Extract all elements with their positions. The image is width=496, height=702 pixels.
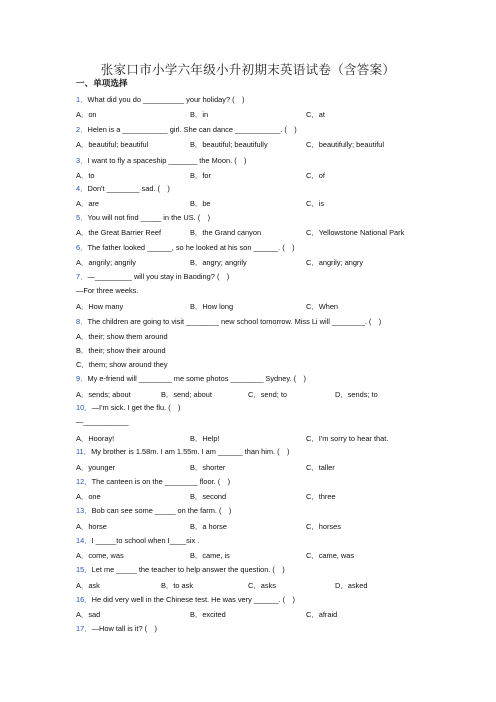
question-1-option-b[interactable]: B．in	[190, 110, 209, 119]
question-11-option-b[interactable]: B．shorter	[190, 463, 226, 472]
question-7-option-c[interactable]: C．When	[306, 302, 339, 311]
question-7	[76, 271, 229, 282]
question-14	[76, 535, 199, 546]
question-text: Don't ________ sad. ( )	[87, 184, 170, 193]
question-16-option-b[interactable]: B．excited	[190, 610, 226, 619]
question-number: 16．	[76, 595, 92, 604]
question-text: The father looked ______, so he looked at his son ______. ( )	[87, 243, 295, 252]
question-text: —_________ will you stay in Baoding? ( )	[87, 272, 230, 281]
question-6-option-b[interactable]: B．angry; angrily	[190, 258, 247, 267]
question-7-option-a[interactable]: A．How many	[76, 302, 124, 311]
question-14-option-b[interactable]: B．came, is	[190, 551, 230, 560]
question-9-option-b[interactable]: B．send; about	[161, 390, 212, 399]
question-number: 2．	[76, 125, 88, 134]
question-number: 3．	[76, 156, 88, 165]
question-11	[76, 446, 289, 457]
question-3-option-c[interactable]: C．of	[306, 171, 325, 180]
question-8-option-c[interactable]: C．them; show around they	[76, 360, 168, 369]
question-number: 13．	[76, 506, 92, 515]
question-15-option-c[interactable]: C．asks	[248, 581, 276, 590]
question-2-option-c[interactable]: C．beautifully; beautiful	[306, 140, 385, 149]
question-10-option-b[interactable]: B．Help!	[190, 434, 220, 443]
question-3-option-b[interactable]: B．for	[190, 171, 211, 180]
question-14-option-a[interactable]: A．come, was	[76, 551, 124, 560]
question-12-option-b[interactable]: B．second	[190, 492, 227, 501]
question-6-option-c[interactable]: C．angrily; angry	[306, 258, 364, 267]
question-9-option-d[interactable]: D．sends; to	[335, 390, 378, 399]
question-8-option-a[interactable]: A．their; show them around	[76, 332, 168, 341]
question-4-option-b[interactable]: B．be	[190, 199, 211, 208]
question-10-option-c[interactable]: C．I'm sorry to hear that.	[306, 434, 389, 443]
question-16-option-a[interactable]: A．sad	[76, 610, 101, 619]
question-number: 9．	[76, 374, 88, 383]
question-text: I _____to school when I____six .	[91, 536, 200, 545]
question-12-option-a[interactable]: A．one	[76, 492, 101, 501]
question-15-option-b[interactable]: B．to ask	[161, 581, 194, 590]
question-text: The children are going to visit ________ new school tomorrow. Miss Li will ________. ( )	[87, 317, 382, 326]
question-9-option-c[interactable]: C．send; to	[248, 390, 288, 399]
question-1-option-a[interactable]: A．on	[76, 110, 97, 119]
question-5-option-c[interactable]: C．Yellowstone National Park	[306, 228, 405, 237]
question-15-option-d[interactable]: D．asked	[335, 581, 368, 590]
question-number: 17．	[76, 624, 92, 633]
question-5	[76, 212, 210, 223]
question-number: 4．	[76, 184, 88, 193]
question-15-option-a[interactable]: A．ask	[76, 581, 100, 590]
question-5-option-b[interactable]: B．the Grand canyon	[190, 228, 262, 237]
question-number: 10．	[76, 403, 92, 412]
question-text: Bob can see some _____ on the farm. ( )	[91, 506, 232, 515]
question-8	[76, 316, 381, 327]
question-15	[76, 564, 285, 575]
question-16	[76, 594, 295, 605]
question-17	[76, 623, 157, 634]
question-7-reply-line: —For three weeks.	[76, 286, 139, 295]
question-1-option-c[interactable]: C．at	[306, 110, 325, 119]
question-14-option-c[interactable]: C．came, was	[306, 551, 355, 560]
question-13-option-b[interactable]: B．a horse	[190, 522, 227, 531]
question-text: The canteen is on the ________ floor. ( )	[91, 477, 231, 486]
question-13-option-a[interactable]: A．horse	[76, 522, 107, 531]
question-number: 6．	[76, 243, 88, 252]
page-title: 张家口市小学六年级小升初期末英语试卷（含答案）	[100, 63, 396, 77]
question-3-option-a[interactable]: A．to	[76, 171, 95, 180]
question-11-option-a[interactable]: A．younger	[76, 463, 116, 472]
question-number: 12．	[76, 477, 92, 486]
question-text: My brother is 1.58m. I am 1.55m. I am ______ than him. ( )	[91, 447, 290, 456]
question-text: —How tall is it? ( )	[91, 624, 157, 633]
question-8-option-b[interactable]: B．their; show their around	[76, 346, 166, 355]
question-2	[76, 124, 297, 135]
question-number: 5．	[76, 213, 88, 222]
question-6	[76, 242, 295, 253]
question-4-option-c[interactable]: C．is	[306, 199, 325, 208]
question-number: 1．	[76, 95, 88, 104]
question-text: Helen is a ___________ girl. She can dance ___________. ( )	[87, 125, 297, 134]
question-1	[76, 94, 244, 105]
question-16-option-c[interactable]: C．afraid	[306, 610, 338, 619]
question-13	[76, 505, 231, 516]
section-heading: 一、单项选择	[76, 78, 128, 88]
question-number: 14．	[76, 536, 92, 545]
question-3	[76, 155, 247, 166]
question-9-option-a[interactable]: A．sends; about	[76, 390, 131, 399]
question-10	[76, 402, 181, 413]
question-text: You will not find _____ in the US. ( )	[87, 213, 211, 222]
question-4-option-a[interactable]: A．are	[76, 199, 100, 208]
question-2-option-a[interactable]: A．beautiful; beautiful	[76, 140, 149, 149]
question-7-option-b[interactable]: B．How long	[190, 302, 234, 311]
question-12	[76, 476, 230, 487]
question-text: I want to fly a spaceship _______ the Moon. ( )	[87, 156, 247, 165]
question-2-option-b[interactable]: B．beautiful; beautifully	[190, 140, 268, 149]
question-number: 7．	[76, 272, 88, 281]
question-text: What did you do __________ your holiday? ( )	[87, 95, 245, 104]
question-10-option-a[interactable]: A．Hooray!	[76, 434, 115, 443]
question-4	[76, 183, 170, 194]
question-text: He did very well in the Chinese test. He was very ______. ( )	[91, 595, 295, 604]
question-6-option-a[interactable]: A．angrily; angrily	[76, 258, 136, 267]
question-number: 8．	[76, 317, 88, 326]
question-number: 15．	[76, 565, 92, 574]
question-11-option-c[interactable]: C．taller	[306, 463, 335, 472]
question-13-option-c[interactable]: C．horses	[306, 522, 341, 531]
question-12-option-c[interactable]: C．three	[306, 492, 336, 501]
question-number: 11．	[76, 447, 92, 456]
question-9	[76, 373, 306, 384]
question-text: Let me _____ the teacher to help answer the question. ( )	[91, 565, 285, 574]
question-text: —I'm sick. I get the flu. ( )	[91, 403, 181, 412]
question-text: My e-friend will ________ me some photos ________ Sydney. ( )	[87, 374, 306, 383]
question-10-reply-line: —___________	[76, 417, 129, 426]
question-5-option-a[interactable]: A．the Great Barrier Reef	[76, 228, 162, 237]
